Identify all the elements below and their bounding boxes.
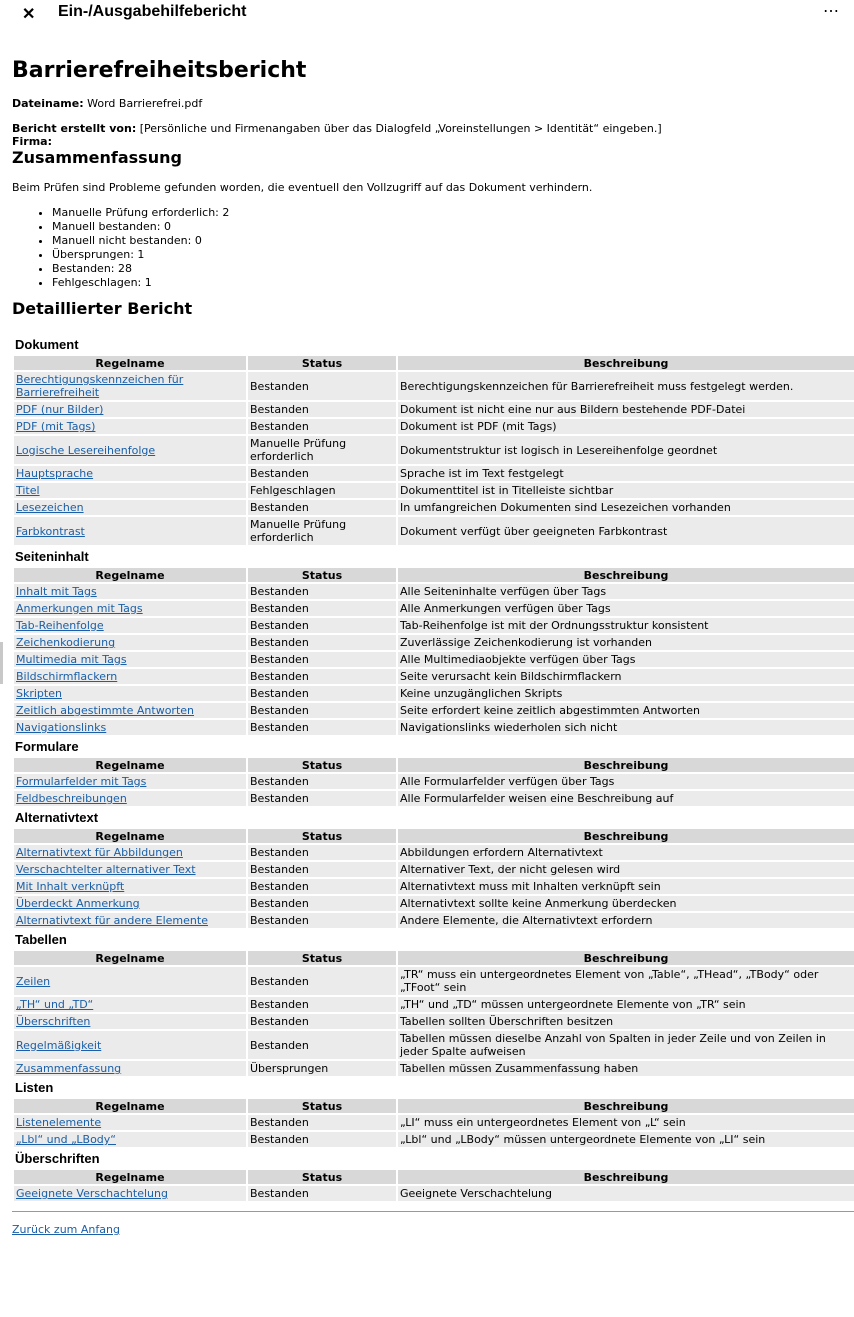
section-title-uberschriften: Überschriften: [15, 1151, 100, 1166]
rule-link[interactable]: Tab-Reihenfolge: [16, 619, 104, 632]
table-row: [14, 436, 854, 464]
table-row: [14, 517, 854, 545]
rule-name-cell: [14, 601, 246, 616]
rule-link[interactable]: Zeichenkodierung: [16, 636, 116, 649]
table-row: [14, 635, 854, 650]
rule-name-cell: [14, 419, 246, 434]
rule-link[interactable]: Feldbeschreibungen: [16, 792, 127, 805]
table-row: [14, 703, 854, 718]
back-to-top-link[interactable]: Zurück zum Anfang: [12, 1223, 120, 1236]
description-cell: Abbildungen erfordern Alternativtext: [398, 845, 854, 860]
section-title-formulare: Formulare: [15, 739, 79, 754]
status-header: Status: [248, 1099, 396, 1113]
status-cell: Bestanden: [248, 669, 396, 684]
file-name-line: [12, 97, 854, 110]
report-title: Barrierefreiheitsbericht: [12, 58, 307, 83]
rule-link[interactable]: Zeitlich abgestimmte Antworten: [16, 704, 194, 717]
rules-table-formulare: [12, 756, 854, 808]
description-cell: „TH“ und „TD“ müssen untergeordnete Elemente von „TR“ sein: [398, 997, 854, 1012]
rules-table-seiteninhalt: [12, 566, 854, 737]
status-header: Status: [248, 758, 396, 772]
rule-link[interactable]: Titel: [16, 484, 40, 497]
description-cell: Andere Elemente, die Alternativtext erfordern: [398, 913, 854, 928]
rule-name-cell: [14, 652, 246, 667]
status-cell: Bestanden: [248, 601, 396, 616]
status-cell: Bestanden: [248, 500, 396, 515]
table-row: [14, 483, 854, 498]
rule-name-header: Regelname: [14, 1170, 246, 1184]
rule-link[interactable]: Regelmäßigkeit: [16, 1038, 102, 1052]
description-cell: Alternativtext muss mit Inhalten verknüpft sein: [398, 879, 854, 894]
table-row: [14, 997, 854, 1012]
rule-link[interactable]: Geeignete Verschachtelung: [16, 1187, 168, 1200]
rules-table-uberschriften: [12, 1168, 854, 1203]
rule-name-cell: [14, 1014, 246, 1029]
footer-divider: [12, 1211, 854, 1212]
summary-list: [12, 206, 854, 290]
rule-link[interactable]: „Lbl“ und „LBody“: [16, 1133, 116, 1146]
rule-name-header: Regelname: [14, 951, 246, 965]
table-row: [14, 774, 854, 789]
status-cell: Bestanden: [248, 791, 396, 806]
status-cell: Bestanden: [248, 774, 396, 789]
rules-table-listen: [12, 1097, 854, 1149]
report-content: [12, 57, 854, 1237]
table-row: [14, 652, 854, 667]
rule-link[interactable]: Inhalt mit Tags: [16, 585, 97, 598]
rule-name-cell: [14, 618, 246, 633]
table-row: [14, 372, 854, 400]
description-cell: Alternativtext sollte keine Anmerkung überdecken: [398, 896, 854, 911]
description-header: Beschreibung: [398, 568, 854, 582]
table-row: [14, 618, 854, 633]
section-title-tabellen: Tabellen: [15, 932, 67, 947]
rule-name-cell: [14, 862, 246, 877]
rule-name-cell: [14, 466, 246, 481]
created-by-label: Bericht erstellt von:: [12, 122, 137, 135]
description-cell: Dokumenttitel ist in Titelleiste sichtbar: [398, 483, 854, 498]
summary-item: • Manuell nicht bestanden: 0: [52, 234, 854, 248]
status-cell: Bestanden: [248, 686, 396, 701]
status-cell: Bestanden: [248, 635, 396, 650]
file-name-label: Dateiname:: [12, 97, 84, 110]
rule-link[interactable]: Lesezeichen: [16, 501, 84, 514]
description-header: Beschreibung: [398, 951, 854, 965]
table-header-row: [14, 758, 854, 772]
rules-table-tabellen: [12, 949, 854, 1078]
rule-name-cell: [14, 791, 246, 806]
status-cell: Bestanden: [248, 1186, 396, 1201]
table-row: [14, 1031, 854, 1059]
rule-link[interactable]: Logische Lesereihenfolge: [16, 443, 156, 457]
description-cell: „TR“ muss ein untergeordnetes Element von „Table“, „THead“, „TBody“ oder „TFoot“ sein: [398, 967, 854, 995]
summary-item: • Manuell bestanden: 0: [52, 220, 854, 234]
table-header-row: [14, 356, 854, 370]
summary-item: • Manuelle Prüfung erforderlich: 2: [52, 206, 854, 220]
status-cell: Bestanden: [248, 584, 396, 599]
created-by-line: [12, 122, 854, 135]
status-cell: Bestanden: [248, 1014, 396, 1029]
status-cell: Bestanden: [248, 652, 396, 667]
rule-name-cell: [14, 669, 246, 684]
status-cell: Bestanden: [248, 703, 396, 718]
table-row: [14, 967, 854, 995]
description-cell: Alle Anmerkungen verfügen über Tags: [398, 601, 854, 616]
description-cell: Dokument ist PDF (mit Tags): [398, 419, 854, 434]
scroll-indicator[interactable]: [0, 642, 3, 684]
section-title-seiteninhalt: Seiteninhalt: [15, 549, 89, 564]
rule-link[interactable]: Formularfelder mit Tags: [16, 775, 147, 788]
table-row: [14, 879, 854, 894]
status-header: Status: [248, 568, 396, 582]
rule-link[interactable]: Navigationslinks: [16, 721, 107, 734]
rule-name-cell: [14, 1132, 246, 1147]
status-cell: Bestanden: [248, 720, 396, 735]
company-line: [12, 135, 854, 148]
rule-name-cell: [14, 517, 246, 545]
rule-name-cell: [14, 879, 246, 894]
status-cell: Bestanden: [248, 419, 396, 434]
rule-link[interactable]: Alternativtext für andere Elemente: [16, 914, 208, 927]
rule-link[interactable]: PDF (mit Tags): [16, 420, 96, 433]
description-cell: Seite verursacht kein Bildschirmflackern: [398, 669, 854, 684]
rule-name-cell: [14, 896, 246, 911]
table-row: [14, 1115, 854, 1130]
panel-title: Ein-/Ausgabehilfebericht: [58, 3, 247, 20]
rule-name-cell: [14, 1031, 246, 1059]
description-cell: „LI“ muss ein untergeordnetes Element von „L“ sein: [398, 1115, 854, 1130]
table-row: [14, 896, 854, 911]
rule-name-header: Regelname: [14, 568, 246, 582]
status-cell: Bestanden: [248, 913, 396, 928]
created-by-value: [Persönliche und Firmenangaben über das Dialogfeld „Voreinstellungen > Identität“ eingeben.]: [139, 122, 662, 135]
rule-name-cell: [14, 686, 246, 701]
description-cell: Sprache ist im Text festgelegt: [398, 466, 854, 481]
table-row: [14, 1014, 854, 1029]
description-cell: Dokument ist nicht eine nur aus Bildern bestehende PDF-Datei: [398, 402, 854, 417]
status-cell: Bestanden: [248, 1031, 396, 1059]
description-cell: In umfangreichen Dokumenten sind Lesezeichen vorhanden: [398, 500, 854, 515]
rule-name-cell: [14, 845, 246, 860]
rule-link[interactable]: Anmerkungen mit Tags: [16, 602, 143, 615]
table-row: [14, 466, 854, 481]
rule-name-header: Regelname: [14, 758, 246, 772]
description-cell: Alle Formularfelder verfügen über Tags: [398, 774, 854, 789]
description-cell: Berechtigungskennzeichen für Barrierefreiheit muss festgelegt werden.: [398, 372, 854, 400]
rule-name-cell: [14, 483, 246, 498]
company-label: Firma:: [12, 135, 52, 148]
table-row: [14, 1132, 854, 1147]
status-header: Status: [248, 1170, 396, 1184]
description-cell: Tabellen müssen dieselbe Anzahl von Spalten in jeder Zeile und von Zeilen in jeder Spalte aufweisen: [398, 1031, 854, 1059]
table-header-row: [14, 951, 854, 965]
summary-heading: Zusammenfassung: [12, 148, 182, 167]
section-title-dokument: Dokument: [15, 337, 79, 352]
status-cell: Manuelle Prüfung erforderlich: [248, 436, 396, 464]
close-icon[interactable]: ✕: [22, 6, 36, 23]
description-header: Beschreibung: [398, 1099, 854, 1113]
description-cell: Geeignete Verschachtelung: [398, 1186, 854, 1201]
rule-link[interactable]: Listenelemente: [16, 1116, 102, 1129]
table-row: [14, 862, 854, 877]
status-cell: Bestanden: [248, 402, 396, 417]
table-header-row: [14, 568, 854, 582]
detail-heading: Detaillierter Bericht: [12, 299, 193, 318]
description-cell: „Lbl“ und „LBody“ müssen untergeordnete Elemente von „LI“ sein: [398, 1132, 854, 1147]
table-row: [14, 419, 854, 434]
table-row: [14, 601, 854, 616]
table-row: [14, 402, 854, 417]
rule-name-cell: [14, 402, 246, 417]
status-header: Status: [248, 829, 396, 843]
description-cell: Keine unzugänglichen Skripts: [398, 686, 854, 701]
status-cell: Bestanden: [248, 372, 396, 400]
table-row: [14, 1186, 854, 1201]
description-cell: Alle Seiteninhalte verfügen über Tags: [398, 584, 854, 599]
description-header: Beschreibung: [398, 758, 854, 772]
description-header: Beschreibung: [398, 829, 854, 843]
table-row: [14, 720, 854, 735]
summary-item: • Bestanden: 28: [52, 262, 854, 276]
rule-name-cell: [14, 1186, 246, 1201]
rule-link[interactable]: Überdeckt Anmerkung: [16, 897, 140, 910]
description-cell: Zuverlässige Zeichenkodierung ist vorhanden: [398, 635, 854, 650]
rule-link[interactable]: Alternativtext für Abbildungen: [16, 846, 183, 859]
description-cell: Seite erfordert keine zeitlich abgestimmten Antworten: [398, 703, 854, 718]
rule-link[interactable]: Hauptsprache: [16, 467, 94, 480]
status-cell: Bestanden: [248, 1115, 396, 1130]
description-cell: Navigationslinks wiederholen sich nicht: [398, 720, 854, 735]
description-cell: Tabellen sollten Überschriften besitzen: [398, 1014, 854, 1029]
table-row: [14, 584, 854, 599]
rule-name-cell: [14, 436, 246, 464]
summary-item: • Übersprungen: 1: [52, 248, 854, 262]
rule-link[interactable]: Multimedia mit Tags: [16, 653, 127, 666]
rule-name-header: Regelname: [14, 829, 246, 843]
panel-header: [0, 0, 854, 28]
status-cell: Fehlgeschlagen: [248, 483, 396, 498]
description-cell: Tabellen müssen Zusammenfassung haben: [398, 1061, 854, 1076]
description-header: Beschreibung: [398, 1170, 854, 1184]
summary-intro: Beim Prüfen sind Probleme gefunden worden, die eventuell den Vollzugriff auf das Dokument verhindern.: [12, 181, 593, 194]
description-cell: Alle Multimediaobjekte verfügen über Tags: [398, 652, 854, 667]
description-cell: Alternativer Text, der nicht gelesen wird: [398, 862, 854, 877]
status-cell: Bestanden: [248, 466, 396, 481]
rule-name-header: Regelname: [14, 1099, 246, 1113]
table-row: [14, 686, 854, 701]
rule-name-cell: [14, 635, 246, 650]
table-header-row: [14, 1170, 854, 1184]
rule-link[interactable]: Mit Inhalt verknüpft: [16, 880, 125, 893]
description-cell: Dokumentstruktur ist logisch in Lesereihenfolge geordnet: [398, 436, 854, 464]
rule-link[interactable]: Zusammenfassung: [16, 1062, 122, 1075]
rule-name-cell: [14, 774, 246, 789]
rule-link[interactable]: Zeilen: [16, 974, 51, 988]
more-options-icon[interactable]: ⋯: [823, 3, 840, 20]
section-title-listen: Listen: [15, 1080, 54, 1095]
status-cell: Bestanden: [248, 997, 396, 1012]
rule-name-cell: [14, 967, 246, 995]
table-row: [14, 1061, 854, 1076]
rule-link[interactable]: Bildschirmflackern: [16, 670, 118, 683]
rule-link[interactable]: Überschriften: [16, 1015, 91, 1028]
status-cell: Bestanden: [248, 1132, 396, 1147]
table-header-row: [14, 829, 854, 843]
table-row: [14, 913, 854, 928]
rule-name-cell: [14, 1061, 246, 1076]
detail-sections: [12, 336, 854, 1203]
description-header: Beschreibung: [398, 356, 854, 370]
section-title-alternativtext: Alternativtext: [15, 810, 99, 825]
table-row: [14, 500, 854, 515]
status-cell: Übersprungen: [248, 1061, 396, 1076]
table-header-row: [14, 1099, 854, 1113]
status-cell: Manuelle Prüfung erforderlich: [248, 517, 396, 545]
rule-name-header: Regelname: [14, 356, 246, 370]
rule-name-cell: [14, 997, 246, 1012]
rule-name-cell: [14, 720, 246, 735]
rule-link[interactable]: Farbkontrast: [16, 524, 85, 538]
table-row: [14, 791, 854, 806]
rule-link[interactable]: Skripten: [16, 687, 62, 700]
rule-link[interactable]: Berechtigungskennzeichen für Barrierefreiheit: [16, 373, 184, 399]
table-row: [14, 669, 854, 684]
rule-name-cell: [14, 1115, 246, 1130]
table-row: [14, 845, 854, 860]
file-name-value: Word Barrierefrei.pdf: [87, 97, 203, 110]
status-cell: Bestanden: [248, 896, 396, 911]
description-cell: Tab-Reihenfolge ist mit der Ordnungsstruktur konsistent: [398, 618, 854, 633]
status-header: Status: [248, 951, 396, 965]
rule-name-cell: [14, 913, 246, 928]
description-cell: Dokument verfügt über geeigneten Farbkontrast: [398, 517, 854, 545]
rule-link[interactable]: PDF (nur Bilder): [16, 403, 104, 416]
rule-name-cell: [14, 584, 246, 599]
rule-link[interactable]: Verschachtelter alternativer Text: [16, 863, 196, 876]
rules-table-alternativtext: [12, 827, 854, 930]
rule-name-cell: [14, 703, 246, 718]
status-cell: Bestanden: [248, 845, 396, 860]
description-cell: Alle Formularfelder weisen eine Beschreibung auf: [398, 791, 854, 806]
status-cell: Bestanden: [248, 879, 396, 894]
summary-item: • Fehlgeschlagen: 1: [52, 276, 854, 290]
rules-table-dokument: [12, 354, 854, 547]
status-cell: Bestanden: [248, 862, 396, 877]
status-cell: Bestanden: [248, 967, 396, 995]
status-cell: Bestanden: [248, 618, 396, 633]
status-header: Status: [248, 356, 396, 370]
rule-name-cell: [14, 372, 246, 400]
rule-name-cell: [14, 500, 246, 515]
rule-link[interactable]: „TH“ und „TD“: [16, 998, 94, 1011]
